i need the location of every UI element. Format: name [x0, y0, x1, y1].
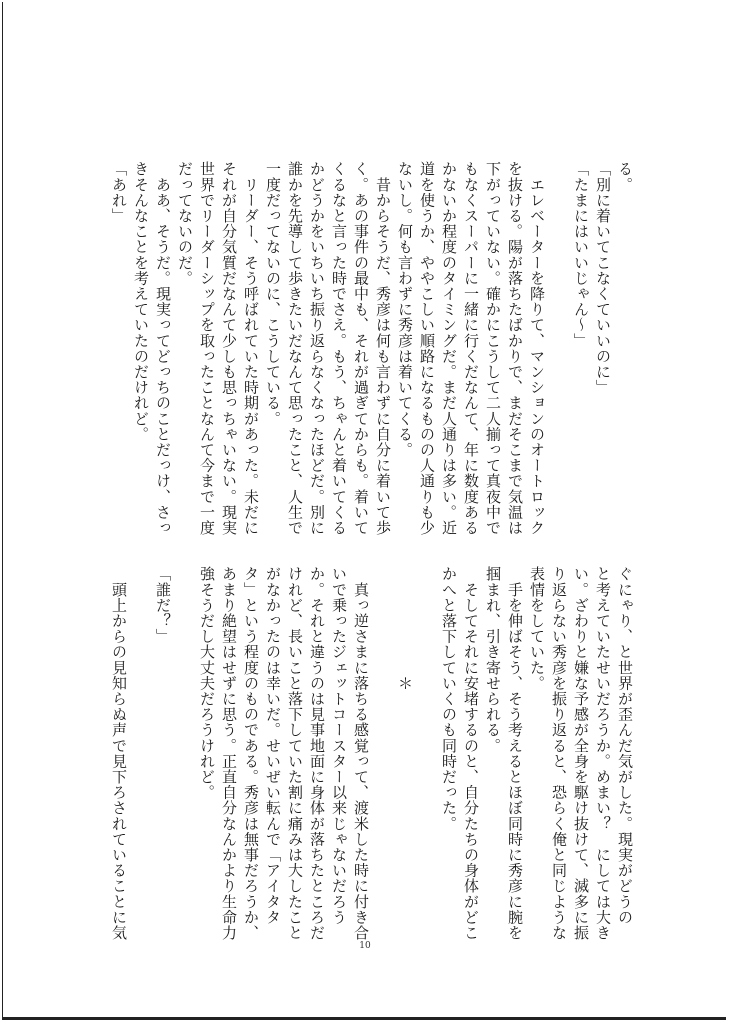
page-number: 10	[359, 941, 371, 951]
text-line: 「あれ」	[110, 161, 128, 224]
text-line: 頭上からの見知らぬ声で見下ろされていることに気	[110, 566, 128, 941]
text-line: 一度だってないのに、こうしている。	[264, 161, 282, 427]
text-line: エレベーターを降りて、マンションのオートロック	[528, 161, 546, 536]
text-line: けれど、長いこと落下していた割に痛みは大したこと	[286, 566, 304, 941]
text-line: 「誰だ？」	[154, 566, 172, 644]
text-line: がなかったのは幸いだ。せいぜい転んで「アイタタ	[264, 566, 282, 925]
text-line: きそんなことを考えていたのだけれど。	[132, 161, 150, 442]
blank-line	[174, 566, 196, 946]
text-line: 道を使うか、ややこしい順路になるものの人通りも少	[418, 161, 436, 536]
text-line: リーダー、そう呼ばれていた時期があった。未だに	[242, 161, 260, 536]
blank-line	[548, 161, 570, 541]
text-line: 誰かを先導して歩きたいだなんて思ったこと、人生で	[286, 161, 304, 536]
text-line: と考えていたせいだろうか。めまい？ にしては大き	[594, 566, 612, 941]
text-line: る。	[616, 161, 634, 193]
text-line: あまり絶望はせずに思う。正直自分なんかより生命力	[220, 566, 238, 941]
text-line: だってないのだ。	[176, 161, 194, 286]
text-line: 「たまにはいいじゃん〜」	[572, 161, 590, 349]
text-line: 昔からそうだ、秀彦は何も言わずに自分に着いて歩	[374, 161, 392, 536]
text-line: かへと落下していくのも同時だった。	[440, 566, 458, 832]
text-line: り返らない秀彦を振り返ると、恐らく俺と同じような	[550, 566, 568, 941]
blank-line	[130, 566, 152, 946]
text-line: ないし。何も言わずに秀彦は着いてくる。	[396, 161, 414, 458]
text-line: い。ざわりと嫌な予感が全身を駆け抜けて、滅多に振	[572, 566, 590, 941]
text-line: 下がっていない。確かにこうして二人揃って真夜中で	[484, 161, 502, 536]
text-line: ぐにゃり、と世界が歪んだ気がした。現実がどうの	[616, 566, 634, 925]
blank-line	[416, 566, 438, 946]
text-line: タ」という程度のものである。秀彦は無事だろうか、	[242, 566, 260, 941]
text-line: 「別に着いてこなくていいのに」	[594, 161, 612, 395]
text-line: 世界でリーダーシップを取ったことなんて今まで一度	[198, 161, 216, 536]
text-line: いで乗ったジェットコースター以来じゃないだろう	[330, 566, 348, 925]
text-line: 手を伸ばそう、そう考えるとほぼ同時に秀彦に腕を	[506, 566, 524, 941]
upper-text-block	[108, 161, 636, 541]
text-line: かどうかをいちいち振り返らなくなったほどだ。別に	[308, 161, 326, 536]
text-line: ああ、そうだ。現実ってどっちのことだっけ、さっ	[154, 161, 172, 536]
text-line: 表情をしていた。	[528, 566, 546, 691]
lower-text-block	[108, 566, 636, 946]
blank-line	[372, 566, 394, 946]
text-line: ＊	[396, 566, 414, 691]
text-line: く。あの事件の最中も、それが過ぎてからも。着いて	[352, 161, 370, 536]
text-line: もなくスーパーに一緒に行くだなんて、年に数度ある	[462, 161, 480, 536]
text-line: か。それと違うのは見事地面に身体が落ちたところだ	[308, 566, 326, 941]
text-line: 掴まれ、引き寄せられる。	[484, 566, 502, 754]
text-line: 強そうだし大丈夫だろうけれど。	[198, 566, 216, 800]
text-line: を抜ける。陽が落ちたばかりで、まだそこまで気温は	[506, 161, 524, 536]
text-line: かないか程度のタイミングだ。まだ人通りは多い。近	[440, 161, 458, 536]
text-line: くるなと言った時でさえ。もう、ちゃんと着いてくる	[330, 161, 348, 536]
text-line: それが自分気質だなんて少しも思っちゃいない。現実	[220, 161, 238, 536]
text-line: そしてそれに安堵するのと、自分たちの身体がどこ	[462, 566, 480, 941]
text-line: 真っ逆さまに落ちる感覚って、渡米した時に付き合	[352, 566, 370, 941]
